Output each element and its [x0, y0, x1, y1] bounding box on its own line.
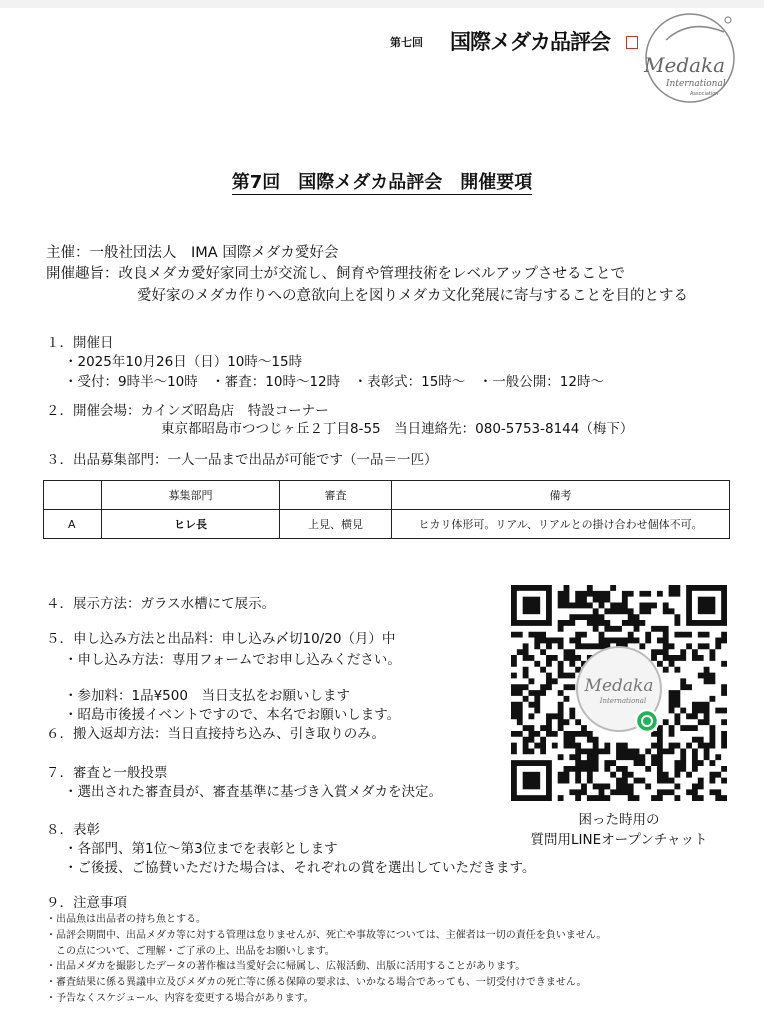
venue-address: 東京都昭島市つつじヶ丘２丁目8-55 当日連絡先：080-5753-8144（梅下）: [161, 421, 634, 437]
table-header: 募集部門: [102, 481, 280, 510]
notice-item: ・品評会期間中、出品メダカ等に対する管理は怠りませんが、死亡や事故等については、主催者は一切の責任を負いません。: [46, 930, 607, 941]
section-7-heading: ７．審査と一般投票: [46, 765, 168, 781]
table-cell-code: A: [44, 510, 102, 539]
top-edge-band: [0, 0, 764, 8]
qr-caption-2: 質問用LINEオープンチャット: [530, 832, 708, 848]
event-schedule: ・受付：9時半～10時 ・審査：10時～12時 ・表彰式：15時～ ・一般公開：12時～: [64, 374, 604, 390]
line-openchat-qr-code[interactable]: [511, 585, 727, 801]
qr-finder-pattern: [689, 588, 724, 623]
logo-text-main: Medaka: [644, 53, 726, 77]
table-header: 審査: [280, 481, 392, 510]
section-4-heading: ４．展示方法：ガラス水槽にて展示。: [46, 596, 276, 612]
category-table: [43, 480, 730, 539]
logo-text-sub: International: [666, 79, 726, 89]
section-2-heading: ２．開催会場：カインズ昭島店 特設コーナー: [46, 403, 329, 419]
section-8-heading: ８．表彰: [46, 822, 100, 838]
entry-fee: ・参加料：1品¥500 当日支払をお願いします: [64, 688, 350, 704]
qr-finder-pattern: [514, 763, 549, 798]
banner-edition: 第七回: [390, 36, 423, 49]
event-date: ・2025年10月26日（日）10時～15時: [64, 354, 303, 370]
qr-logo-text: Medaka: [584, 676, 654, 696]
purpose-line-1: 開催趣旨：改良メダカ愛好家同士が交流し、飼育や管理技術をレベルアップさせることで: [46, 266, 625, 282]
notice-item: ・予告なくスケジュール、内容を変更する場合があります。: [46, 993, 314, 1004]
logo-text-assoc: Association: [690, 91, 719, 97]
real-name-note: ・昭島市後援イベントですので、本名でお願いします。: [64, 707, 401, 723]
purpose-line-2: 愛好家のメダカ作りへの意欲向上を図りメダカ文化発展に寄与することを目的とする: [137, 288, 688, 304]
section-5-heading: ５．申し込み方法と出品料：申し込み〆切10/20（月）中: [46, 631, 396, 647]
qr-caption-1: 困った時用の: [578, 812, 660, 828]
application-method: ・申し込み方法：専用フォームでお申し込みください。: [64, 652, 401, 668]
table-row: [44, 510, 730, 539]
notice-item: ・審査結果に係る異議申立及びメダカの死亡等に係る保障の要求は、いかなる場合であっても、一切受付けできません。: [46, 977, 587, 988]
openchat-badge-icon: [636, 710, 658, 732]
section-6-heading: ６．搬入返却方法：当日直接持ち込み、引き取りのみ。: [46, 726, 386, 742]
qr-finder-pattern: [514, 588, 549, 623]
organizer-line: 主催：一般社団法人 IMA 国際メダカ愛好会: [46, 245, 339, 261]
awards-line-1: ・各部門、第1位～第3位までを表彰とします: [64, 841, 338, 857]
table-header: [44, 481, 102, 510]
notice-item: ・出品メダカを撮影したデータの著作権は当愛好会に帰属し、広報活動、出版に活用することがあります。: [46, 961, 526, 972]
table-header: 備考: [392, 481, 730, 510]
table-cell-category: ヒレ長: [102, 510, 280, 539]
table-header-row: [44, 481, 730, 510]
section-1-heading: １．開催日: [46, 335, 114, 351]
section-3-heading: ３．出品募集部門：一人一品まで出品が可能です（一品＝一匹）: [46, 452, 438, 468]
notice-item: ・出品魚は出品者の持ち魚とする。: [46, 914, 206, 925]
medaka-logo: [636, 10, 744, 106]
table-cell-remarks: ヒカリ体形可。リアル、リアルとの掛け合わせ個体不可。: [392, 510, 730, 539]
table-cell-judging: 上見、横見: [280, 510, 392, 539]
banner-title: 国際メダカ品評会: [450, 29, 610, 54]
section-9-heading: ９．注意事項: [46, 895, 127, 911]
qr-center-logo: [577, 647, 661, 732]
page-title: 第7回 国際メダカ品評会 開催要項: [231, 172, 533, 193]
awards-line-2: ・ご後援、ご協賛いただけた場合は、それぞれの賞を選出していただきます。: [64, 860, 536, 876]
notice-item: この点について、ご理解・ご了承の上、出品をお願いします。: [46, 946, 335, 957]
qr-logo-subtext: International: [599, 697, 647, 705]
judging-text: ・選出された審査員が、審査基準に基づき入賞メダカを決定。: [64, 784, 442, 800]
